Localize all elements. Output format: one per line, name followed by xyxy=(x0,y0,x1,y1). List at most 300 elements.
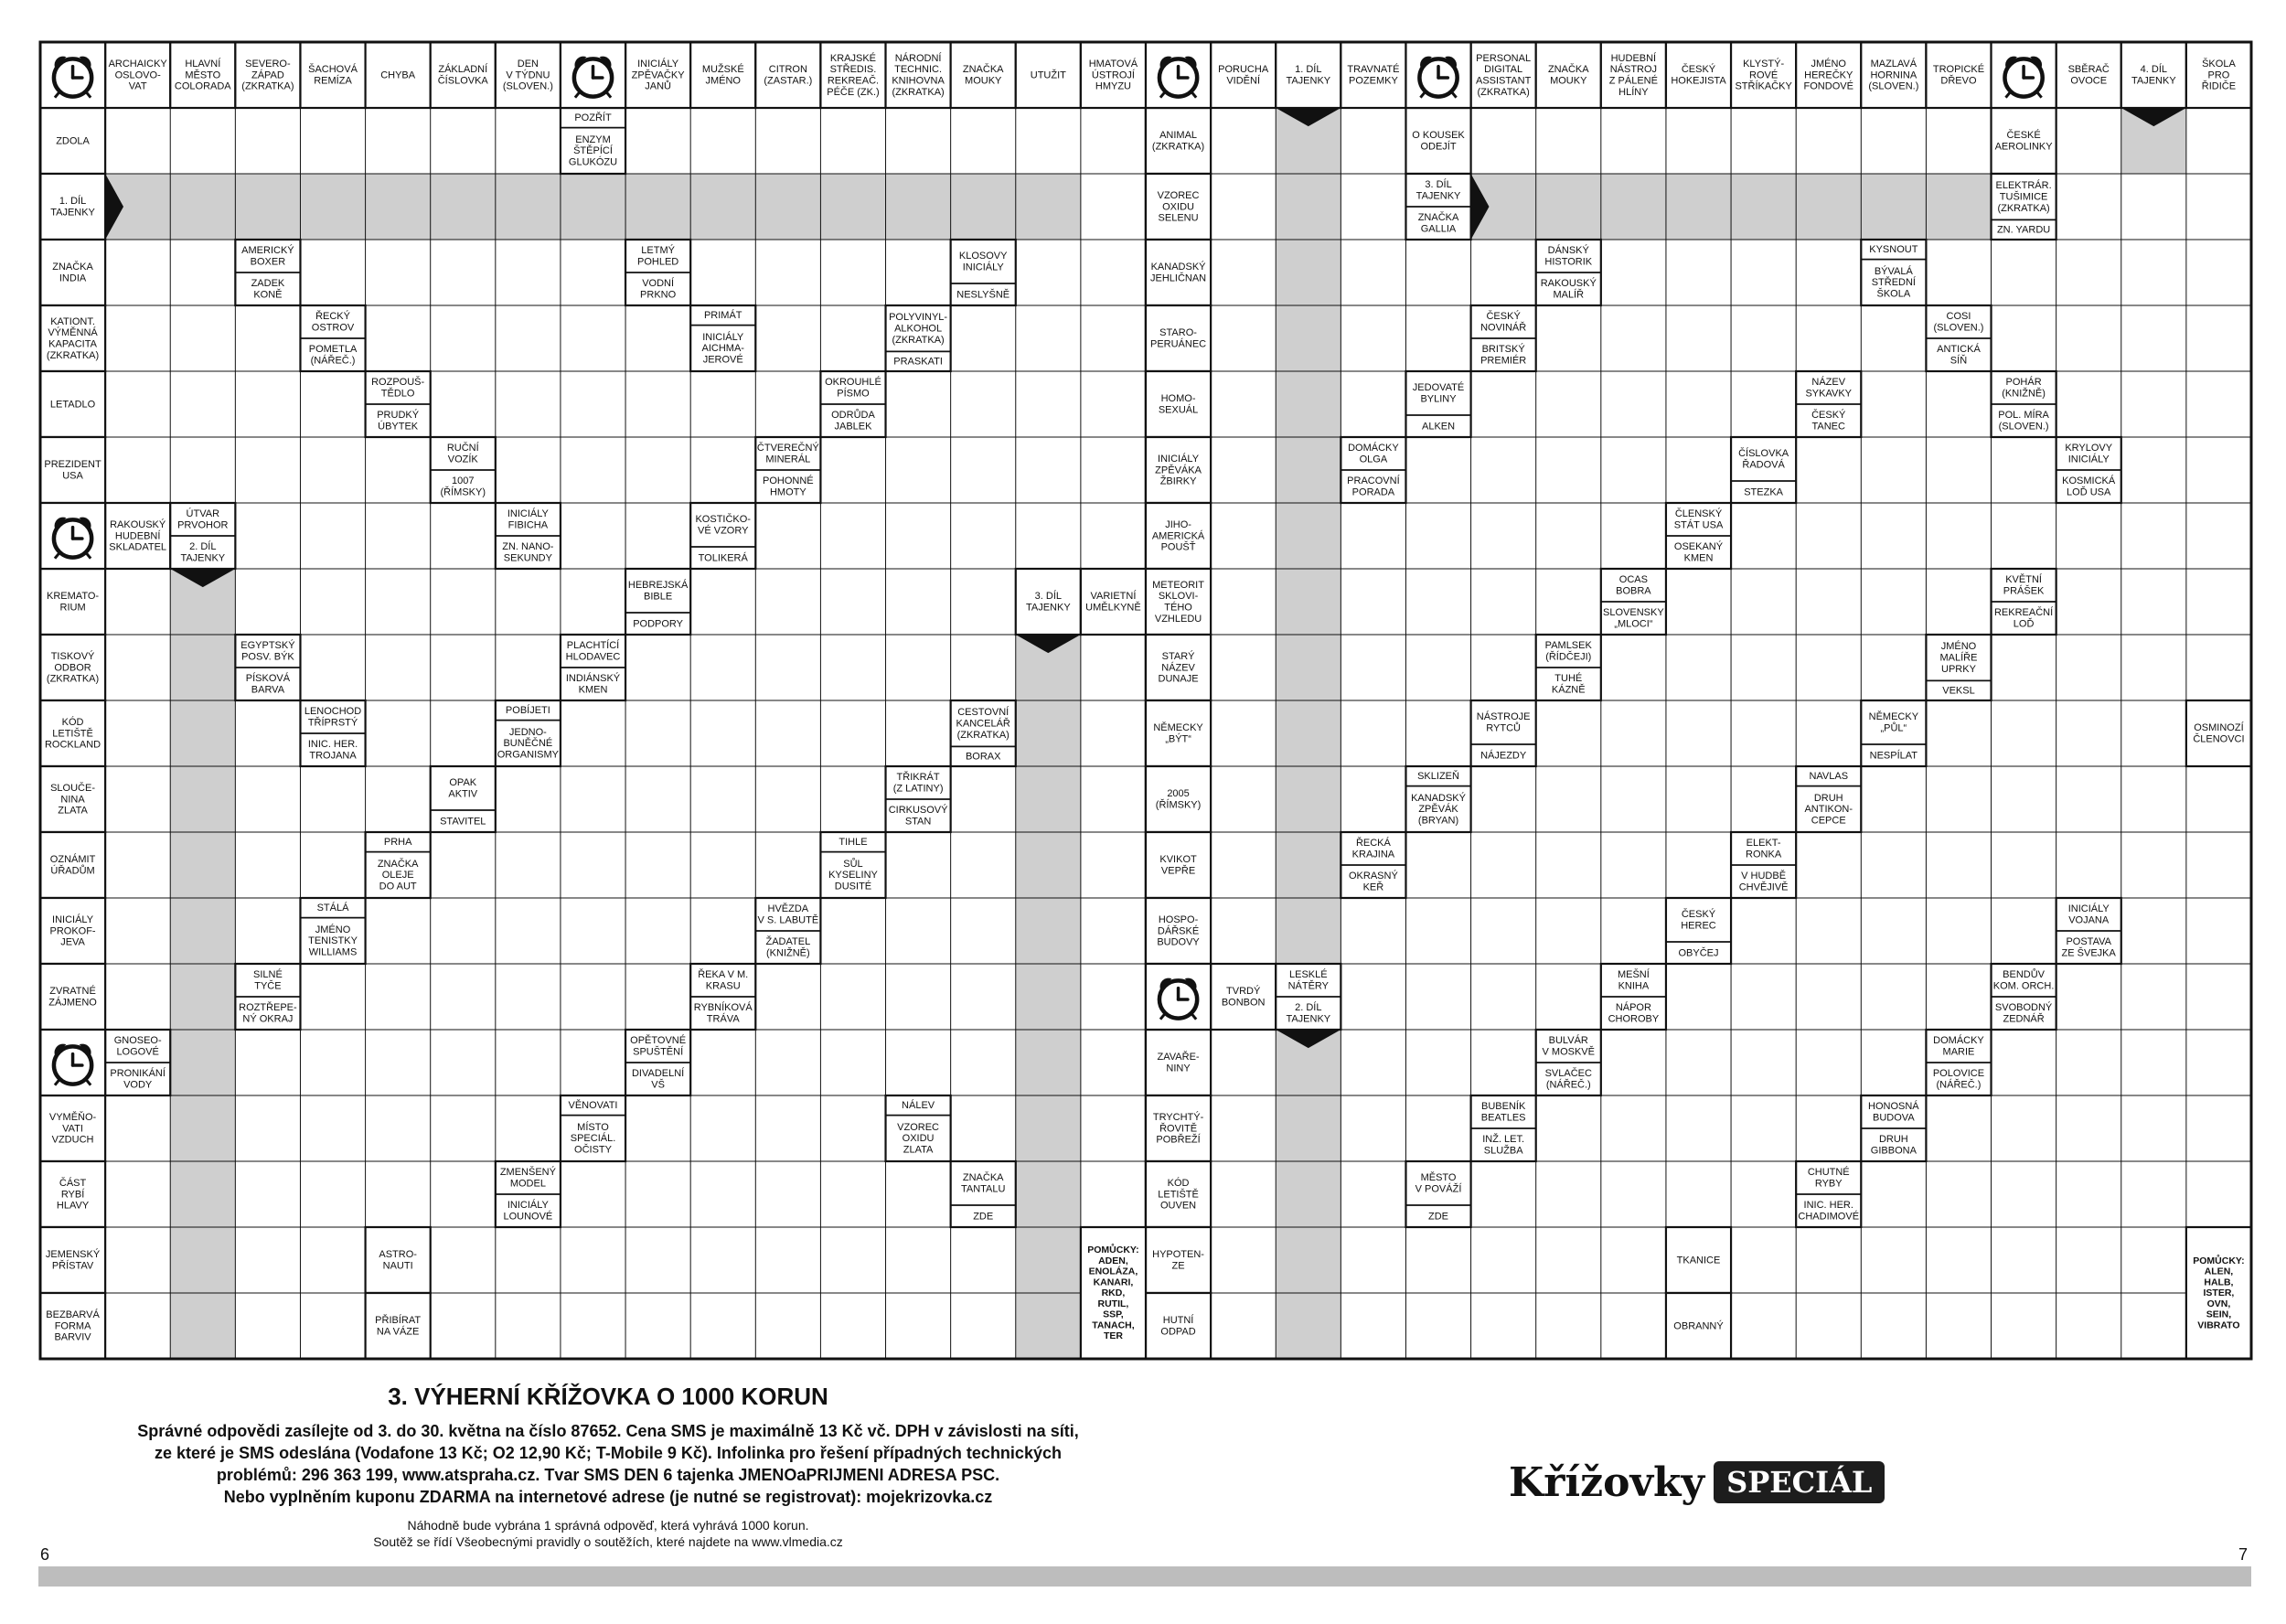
clue-text: (Z LATINY) xyxy=(892,783,944,795)
clue-text: ZAVAŘE- xyxy=(1157,1052,1200,1063)
clue-text: PAMLSEK xyxy=(1544,640,1592,652)
clue-text: (ZKRATKA) xyxy=(1477,86,1530,98)
clue-text: (SLOVEN.) xyxy=(502,80,553,92)
clue-text: SKLIZEŇ xyxy=(1417,771,1459,783)
clue-text: ENOLÁZA, xyxy=(1088,1266,1138,1277)
clue-text: NÁJEZDY xyxy=(1480,750,1527,762)
clue-text: BARVIV xyxy=(54,1331,91,1343)
clue-text: RYBÍ xyxy=(60,1189,85,1201)
clue-text: (ZKRATKA) xyxy=(241,80,294,92)
clue-text: PERUÁNEC xyxy=(1149,338,1207,350)
clue-text: FORMA xyxy=(54,1320,91,1332)
clue-text: OBRANNÝ xyxy=(1673,1320,1724,1332)
clue-text: POZEMKY xyxy=(1349,75,1398,87)
clue-text: NÁZEV xyxy=(1161,662,1195,674)
clue-text: VIDĚNÍ xyxy=(1226,75,1261,87)
clue-text: PREMIÉR xyxy=(1480,355,1527,367)
clue-text: TAJENKY xyxy=(180,552,226,564)
clue-text: KANARI, xyxy=(1093,1277,1134,1288)
clue-text: INICIÁLY xyxy=(637,58,679,69)
clue-text: STAVITEL xyxy=(440,816,486,828)
clue-text: HONOSNÁ xyxy=(1868,1101,1919,1113)
clue-text: ČÍSLOVKA xyxy=(1738,448,1789,460)
clue-text: ČESKÝ xyxy=(1681,64,1716,76)
clue-text: VIBRATO xyxy=(2197,1320,2240,1331)
clue-text: SEIN, xyxy=(2206,1309,2232,1320)
clue-text: POUŠŤ xyxy=(1160,541,1196,553)
clue-text: VOZÍK xyxy=(447,454,478,465)
clue-text: OPĚTOVNÉ xyxy=(630,1035,687,1047)
clue-text: 3. DÍL xyxy=(1425,179,1452,191)
clue-text: BOBRA xyxy=(1616,585,1651,597)
clue-text: OCAS xyxy=(1618,574,1648,586)
contest-small-2: Soutěž se řídí Všeobecnými pravidly o soutěžích, které najdete na www.vlmedia.cz xyxy=(373,1534,843,1549)
clue-text: KAPACITA xyxy=(48,338,97,350)
clue-text: JMÉNO xyxy=(1811,58,1846,69)
clue-text: STŘÍKAČKY xyxy=(1735,80,1792,92)
clue-text: PODPORY xyxy=(633,618,684,630)
contest-text-1: Správné odpovědi zasílejte od 3. do 30. května na číslo 87652. Cena SMS je maximálně 13 Kč vč. DPH v závislosti na síti, xyxy=(137,1422,1079,1440)
clue-text: JEHLIČNAN xyxy=(1149,272,1207,284)
clue-text: RIUM xyxy=(59,602,86,614)
clue-text: INICIÁLY xyxy=(2067,903,2110,915)
clue-text: PERSONAL xyxy=(1476,52,1532,64)
tajenka-shade xyxy=(1016,635,1081,1359)
clue-text: ZNAČKA xyxy=(962,64,1004,76)
clue-text: HOMO- xyxy=(1160,393,1196,405)
clue-text: FIBICHA xyxy=(507,519,549,531)
alarm-clock-icon xyxy=(1405,42,1470,108)
clue-text: KLOSOVY xyxy=(958,251,1008,262)
clue-text: (SLOVEN.) xyxy=(1933,322,1984,334)
clue-text: MEŠNÍ xyxy=(1617,969,1650,981)
clue-text: HVĚZDA xyxy=(767,903,809,915)
clue-text: AEROLINKY xyxy=(1994,141,2053,153)
clue-text: BYLINY xyxy=(1420,393,1457,405)
clue-text: NESPÍLAT xyxy=(1869,750,1918,762)
clue-text: V S. LABUTĚ xyxy=(757,914,819,926)
clue-text: BRITSKÝ xyxy=(1481,344,1525,356)
clue-text: UMĚLKYNĚ xyxy=(1085,602,1141,614)
clue-text: ELEKTRÁR. xyxy=(1995,180,2052,192)
clue-text: KATIONT. xyxy=(50,315,95,327)
clue-text: MALÍŘ xyxy=(1553,289,1585,301)
clue-text: (KNIŽNĚ) xyxy=(766,947,810,959)
clue-text: VŠ xyxy=(651,1079,665,1091)
clue-text: 4. DÍL xyxy=(2140,64,2168,76)
clue-text: PŘIBÍRAT xyxy=(375,1315,422,1327)
tajenka-shade xyxy=(105,174,1081,240)
clue-text: ROZTŘEPE- xyxy=(239,1002,297,1014)
clue-text: SÍŇ xyxy=(1950,355,1968,367)
clue-text: 1. DÍL xyxy=(1295,64,1322,76)
clue-text: KEŘ xyxy=(1362,881,1384,893)
clue-text: HOSPO- xyxy=(1158,914,1199,925)
clue-text: TKANICE xyxy=(1676,1255,1721,1266)
clue-text: ISTER, xyxy=(2203,1287,2235,1299)
clue-text: ZLATA xyxy=(58,805,88,817)
clue-text: INIC. HER. xyxy=(1803,1200,1853,1212)
clue-text: VEKSL xyxy=(1942,685,1975,697)
clue-text: TAJENKY xyxy=(2131,75,2176,87)
clue-text: NÝ OKRAJ xyxy=(242,1013,294,1025)
clue-text: DRUH xyxy=(1813,792,1843,804)
clue-text: TAJENKY xyxy=(1415,190,1461,202)
clue-text: DOMÁCKY xyxy=(1348,443,1399,454)
clue-text: ALKEN xyxy=(1421,421,1456,433)
clue-text: PRUDKÝ xyxy=(377,410,420,422)
clue-text: NA VÁZE xyxy=(376,1326,420,1338)
clue-text: INDIA xyxy=(59,272,87,284)
clue-text: HMYZU xyxy=(1095,80,1131,92)
clue-text: STAN xyxy=(904,816,932,828)
clue-text: ŽADATEL xyxy=(765,936,811,948)
logo-word: Křížovky xyxy=(1509,1458,1705,1506)
clue-text: STARO- xyxy=(1159,327,1197,339)
clue-text: DUNAJE xyxy=(1158,673,1199,685)
clue-text: OPAK xyxy=(449,777,477,789)
clue-text: COLORADA xyxy=(174,80,231,92)
clue-text: POMŮCKY: xyxy=(1087,1245,1139,1256)
clue-text: „MLOCI“ xyxy=(1614,618,1653,630)
clue-text: KVĚTNÍ xyxy=(2005,574,2042,586)
clue-text: PRVOHOR xyxy=(177,519,229,531)
clue-text: TIHLE xyxy=(839,837,868,849)
clue-text: MAZLAVÁ xyxy=(1870,58,1917,69)
clue-text: DIVADELNÍ xyxy=(631,1068,685,1080)
clue-text: STARÝ xyxy=(1161,650,1195,662)
clue-text: JMÉNO xyxy=(1940,641,1977,653)
clue-text: ORGANISMY xyxy=(497,749,559,761)
clue-text: ČLENOVCI xyxy=(2193,733,2245,745)
clue-text: OVN, xyxy=(2206,1298,2231,1309)
clue-text: SVLAČEC xyxy=(1544,1068,1592,1080)
clue-text: TROPICKÉ xyxy=(1932,64,1985,76)
clue-text: EGYPTSKÝ xyxy=(240,640,295,652)
clue-text: TĚDLO xyxy=(380,388,415,400)
clue-text: BORAX xyxy=(965,751,1001,763)
clue-text: TUHÉ xyxy=(1554,673,1583,685)
contest-text-2: ze které je SMS odeslána (Vodafone 13 Kč; O2 12,90 Kč; T-Mobile 9 Kč). Infolinka pro řešení případných technických xyxy=(155,1444,1062,1462)
clue-text: PRHA xyxy=(383,837,412,849)
clue-text: PŘÍSTAV xyxy=(51,1260,94,1272)
clue-text: SPECIÁL. xyxy=(570,1133,616,1145)
clue-text: DOMÁCKY xyxy=(1933,1035,1984,1047)
clue-text: CHOROBY xyxy=(1608,1013,1660,1025)
clue-text: HLODAVEC xyxy=(565,651,621,663)
clue-text: CESTOVNÍ xyxy=(957,707,1009,719)
clue-text: ŽBIRKY xyxy=(1159,475,1197,487)
clue-text: (SLOVEN.) xyxy=(1868,80,1919,92)
clue-text: HLAVY xyxy=(56,1200,90,1212)
tajenka-shade xyxy=(1276,108,1341,964)
clue-text: KRAJINA xyxy=(1351,849,1395,860)
clue-text: COSI xyxy=(1946,311,1971,323)
clue-text: POMETLA xyxy=(308,344,358,356)
clue-text: SLUŽBA xyxy=(1483,1145,1523,1157)
clue-text: ÚBYTEK xyxy=(378,421,419,433)
clue-text: VÉ VZORY xyxy=(698,525,749,537)
clue-text: DIGITAL xyxy=(1484,64,1523,76)
clue-text: JANŮ xyxy=(645,80,671,92)
clue-text: TAJENKY xyxy=(1025,602,1071,614)
clue-text: PLACHTÍCÍ xyxy=(566,640,620,652)
clue-text: ŘECKÝ xyxy=(315,311,350,323)
clue-text: OSLOVO- xyxy=(114,69,161,81)
clue-text: OBYČEJ xyxy=(1678,947,1719,959)
clue-text: JMÉNO xyxy=(705,75,741,87)
clue-text: ŘOVITĚ xyxy=(1159,1123,1198,1135)
clue-text: VZHLEDU xyxy=(1154,613,1202,625)
clue-text: TISKOVÝ xyxy=(50,650,95,662)
clue-text: 1. DÍL xyxy=(59,196,87,208)
logo-badge: SPECIÁL xyxy=(1714,1461,1885,1503)
clue-text: BUDOVY xyxy=(1157,936,1200,948)
clue-text: TYČE xyxy=(254,980,282,992)
clue-text: KRAJSKÉ xyxy=(829,52,877,64)
clue-text: MOUKY xyxy=(1550,75,1587,87)
clue-text: HLÍNY xyxy=(1618,86,1649,98)
clue-text: ZMENŠENÝ xyxy=(499,1167,556,1179)
clue-text: NÁZEV xyxy=(1811,377,1846,389)
clue-text: OXIDU xyxy=(902,1133,935,1145)
clue-text: KOSMICKÁ xyxy=(2062,475,2116,487)
clue-text: STŘEDIS. xyxy=(829,64,877,76)
clue-text: INIC. HER. xyxy=(307,739,358,751)
clue-text: DUSITÉ xyxy=(834,881,872,892)
clue-text: ŠACHOVÁ xyxy=(308,64,358,76)
clue-text: VEPŘE xyxy=(1160,865,1196,877)
clue-text: MOUKY xyxy=(965,75,1002,87)
clue-text: ČESKÝ xyxy=(1811,410,1846,422)
clue-text: SBĚRAČ xyxy=(2067,64,2110,76)
clue-text: HUDEBNÍ xyxy=(1610,52,1657,64)
clue-text: DO AUT xyxy=(379,881,417,892)
clue-text: ZN. NANO- xyxy=(502,541,554,553)
clue-text: ODPAD xyxy=(1160,1326,1196,1338)
clue-text: FONDOVÉ xyxy=(1803,80,1853,92)
clue-text: MODEL xyxy=(509,1178,546,1190)
tajenka-shade xyxy=(1276,1030,1341,1359)
clue-text: VZOREC xyxy=(1157,189,1200,201)
clue-text: NĚMECKY xyxy=(1868,711,1919,723)
clue-text: HOKEJISTA xyxy=(1671,75,1726,87)
clue-text: SKLOVI- xyxy=(1158,591,1199,603)
clue-text: (KNIŽNĚ) xyxy=(2002,388,2046,400)
clue-text: TECHNIC. xyxy=(894,64,943,76)
clue-text: ZEDNÁŘ xyxy=(2003,1013,2045,1025)
clue-text: (SLOVEN.) xyxy=(1998,421,2049,433)
clue-text: RYBNÍKOVÁ xyxy=(693,1002,753,1014)
clue-text: ROZPOUŠ- xyxy=(371,377,425,389)
clue-text: BÝVALÁ xyxy=(1874,265,1913,277)
clue-text: ÚTVAR xyxy=(186,508,220,520)
clue-text: NÁPOR xyxy=(1615,1002,1651,1014)
clue-text: AMERICKÁ xyxy=(1151,530,1205,542)
clue-text: PRO xyxy=(2207,69,2230,81)
clue-text: ASSISTANT xyxy=(1475,75,1532,87)
clue-text: BUDOVA xyxy=(1873,1112,1915,1124)
clue-text: KVIKOT xyxy=(1159,854,1197,866)
clue-text: ZADEK xyxy=(251,278,285,290)
clue-text: ZÁJMENO xyxy=(48,997,97,1009)
clue-text: ALEN, xyxy=(2204,1266,2234,1277)
clue-text: INDIÁNSKÝ xyxy=(565,673,621,685)
clue-text: ÚŘADŮM xyxy=(50,865,95,877)
clue-text: PRACOVNÍ xyxy=(1347,475,1400,487)
clue-text: CEPCE xyxy=(1811,815,1846,827)
clue-text: LOGOVÉ xyxy=(116,1046,159,1058)
clue-text: 2. DÍL xyxy=(1295,1002,1322,1014)
clue-text: LETIŠTĚ xyxy=(52,728,93,740)
clue-text: KMEN xyxy=(1683,552,1714,564)
clue-text: JMÉNO xyxy=(315,924,351,935)
clue-text: (NÁŘEČ.) xyxy=(1936,1079,1982,1091)
clue-text: TRAVNATÉ xyxy=(1347,64,1400,76)
clue-text: ROVÉ xyxy=(1749,69,1779,81)
clue-text: MĚSTO xyxy=(1420,1172,1457,1184)
clue-text: ČÍSLOVKA xyxy=(437,75,488,87)
clue-text: POBÍJETI xyxy=(505,705,550,717)
clue-text: GIBBONA xyxy=(1870,1145,1917,1157)
clue-text: KÓD xyxy=(1167,1177,1190,1189)
clue-text: CHVĚJIVĚ xyxy=(1738,881,1789,893)
clue-text: GNOSEO- xyxy=(113,1035,162,1047)
clue-text: KÓD xyxy=(61,716,84,728)
clue-text: ÚSTROJÍ xyxy=(1091,69,1135,81)
alarm-clock-icon xyxy=(561,42,625,108)
clue-text: MĚSTO xyxy=(185,69,221,81)
clue-text: BARVA xyxy=(251,684,285,696)
clue-text: KYSELINY xyxy=(828,870,878,881)
clue-text: 3. DÍL xyxy=(1034,591,1063,603)
clue-text: HYPOTEN- xyxy=(1152,1249,1204,1261)
clue-text: MINERÁL xyxy=(765,454,811,465)
clue-text: LOUNOVÉ xyxy=(503,1211,553,1223)
clue-text: SSP, xyxy=(1103,1309,1124,1320)
clue-text: TAJENKY xyxy=(1286,1013,1331,1025)
contest-text-3: problémů: 296 363 199, www.atspraha.cz. Tvar SMS DEN 6 tajenka JMENOaPRIJMENI ADRESA PSC. xyxy=(216,1466,1000,1484)
clue-text: NÁSTROJ xyxy=(1609,64,1658,76)
clue-text: USA xyxy=(62,470,83,482)
clue-text: LENOCHOD xyxy=(304,706,362,718)
clue-text: (ZKRATKA) xyxy=(46,673,100,685)
clue-text: ŘIDIČE xyxy=(2201,80,2237,92)
clue-text: ANTICKÁ xyxy=(1937,344,1981,356)
clue-text: MARIE xyxy=(1942,1046,1975,1058)
clue-text: (ZKRATKA) xyxy=(46,349,100,361)
clue-text: POSTAVA xyxy=(2066,936,2111,948)
clue-text: ŘADOVÁ xyxy=(1742,459,1785,471)
clue-text: ZÁKLADNÍ xyxy=(438,64,488,76)
clue-text: MÍSTO xyxy=(577,1121,609,1133)
clue-text: PRIMÁT xyxy=(703,310,742,322)
clue-text: HALB, xyxy=(2204,1277,2234,1288)
magazine-logo xyxy=(1509,1458,1885,1506)
contest-footer xyxy=(55,1383,1161,1550)
clue-text: OZNÁMIT xyxy=(49,854,96,866)
clue-text: POBŘEŽÍ xyxy=(1156,1134,1201,1146)
clue-text: (NÁŘEČ.) xyxy=(310,355,356,367)
bottom-bar xyxy=(38,1566,2251,1587)
clue-text: ODRŮDA xyxy=(831,410,875,422)
alarm-clock-icon xyxy=(40,1030,105,1095)
clue-text: CHADIMOVÉ xyxy=(1798,1211,1860,1223)
clue-text: SLOUČE- xyxy=(50,782,96,794)
clue-text: TAJENKY xyxy=(50,207,95,219)
clue-text: KONĚ xyxy=(253,289,283,301)
clue-text: LETADLO xyxy=(49,399,96,411)
clue-text: OVOCE xyxy=(2070,75,2108,87)
clue-text: STŘEDNÍ xyxy=(1871,277,1916,289)
clue-text: NOVINÁŘ xyxy=(1480,322,1527,334)
clue-text: ZLATA xyxy=(903,1144,934,1156)
clue-text: (NÁŘEČ.) xyxy=(1545,1079,1591,1091)
clue-text: LOĎ xyxy=(2013,618,2035,630)
clue-text: MUŽSKÉ xyxy=(701,64,744,76)
clue-text: REKREAČ. xyxy=(827,75,880,87)
clue-text: (ŘÍMSKY) xyxy=(440,486,486,498)
clue-text: INICIÁLY xyxy=(52,914,94,925)
clue-text: OKRASNÝ xyxy=(1349,871,1398,882)
clue-text: DŘEVO xyxy=(1940,75,1977,87)
clue-text: TOLIKERÁ xyxy=(698,552,748,564)
clue-text: ANIMAL xyxy=(1159,130,1198,142)
clue-text: NAUTI xyxy=(382,1260,413,1272)
alarm-clock-icon xyxy=(40,503,105,569)
clue-text: STÁT USA xyxy=(1673,519,1724,531)
clue-text: PÍSMO xyxy=(837,388,870,400)
clue-text: ZNAČKA xyxy=(52,262,93,273)
clue-text: SVOBODNÝ xyxy=(1994,1002,2053,1014)
clue-text: UTUŽIT xyxy=(1030,69,1066,81)
clue-text: JEMENSKÝ xyxy=(45,1249,101,1261)
clue-text: HEBREJSKÁ xyxy=(627,580,689,592)
clue-text: OSTROV xyxy=(311,322,355,334)
clue-text: KREMATO- xyxy=(47,591,100,603)
clue-text: POHLED xyxy=(636,256,679,268)
clue-text: BOXER xyxy=(250,256,286,268)
clue-text: HMATOVÁ xyxy=(1088,58,1138,69)
clue-text: REKREAČNÍ xyxy=(1993,607,2054,619)
clue-text: V TÝDNU xyxy=(506,69,550,81)
clue-text: ODEJÍT xyxy=(1420,141,1457,153)
clue-text: „BÝT“ xyxy=(1165,733,1191,745)
clue-text: ZDE xyxy=(1428,1211,1449,1223)
clue-text: HISTORIK xyxy=(1544,256,1593,268)
clue-text: NESLYŠNĚ xyxy=(956,289,1010,301)
clue-text: ANTIKON- xyxy=(1804,804,1853,816)
clue-text: VAT xyxy=(128,80,147,92)
clue-text: UPRKY xyxy=(1941,663,1976,675)
clue-text: TROJANA xyxy=(309,750,357,762)
clue-text: O KOUSEK xyxy=(1412,130,1465,142)
clue-text: ZNAČKA xyxy=(377,858,419,870)
clue-text: SILNÉ xyxy=(253,969,283,981)
clue-text: VODNÍ xyxy=(642,278,675,290)
clue-text: SLOVENSKY xyxy=(1603,607,1664,619)
clue-text: NINY xyxy=(1166,1063,1191,1074)
clue-text: (ZKRATKA) xyxy=(892,334,945,346)
clue-text: SŮL xyxy=(843,858,863,870)
clue-text: POLYVINYL- xyxy=(889,312,948,324)
clue-text: SEKUNDY xyxy=(503,552,552,564)
clue-text: POL. MÍRA xyxy=(1998,410,2049,422)
clue-text: CITRON xyxy=(768,64,807,76)
clue-text: (ŘÍDČEJI) xyxy=(1545,651,1592,663)
clue-text: TRÁVA xyxy=(706,1013,740,1025)
clue-text: BUNĚČNÉ xyxy=(503,738,553,750)
